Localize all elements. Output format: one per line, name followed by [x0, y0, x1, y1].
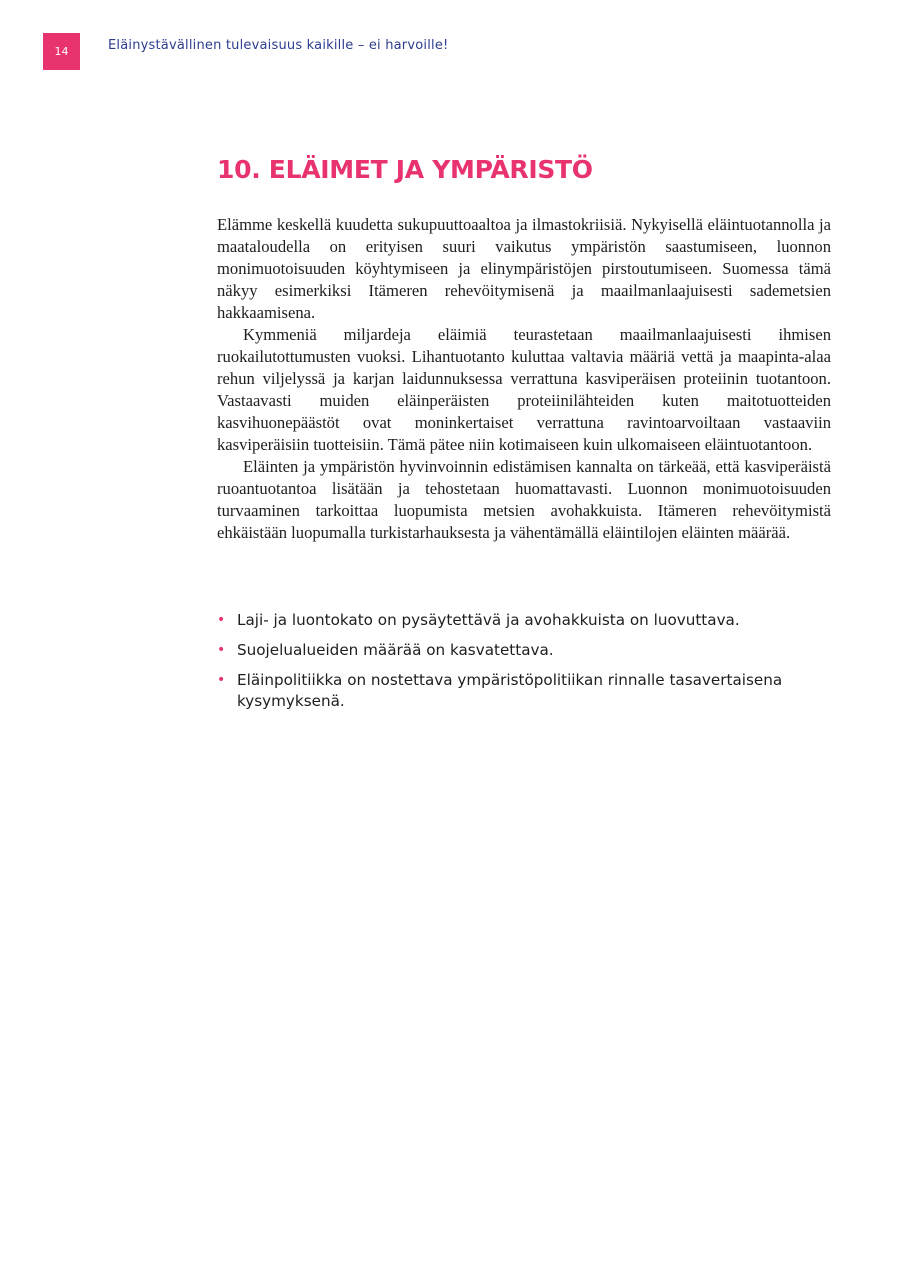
page-number: 14	[54, 45, 69, 58]
bullet-list	[217, 610, 837, 721]
body-text	[217, 214, 831, 544]
list-item-text: Suojelualueiden määrää on kasvatettava.	[237, 641, 554, 659]
section-title: 10. ELÄIMET JA YMPÄRISTÖ	[217, 155, 593, 184]
paragraph-2: Kymmeniä miljardeja eläimiä teurastetaan maailmanlaajuisesti ihmisen ruokailutottumusten vuoksi. Lihantuotanto kuluttaa valtavia määriä vettä ja maapinta-alaa rehun viljelyssä ja karjan laidunnuksessa verrattuna kasviperäisen proteiinin tuotantoon. Vastaavasti muiden eläinperäisten proteiinilähteiden kuten maitotuotteiden kasvihuonepäästöt ovat moninkertaiset verrattuna ravintoarvoiltaan vastaaviin kasviperäisiin tuotteisiin. Tämä pätee niin kotimaiseen kuin ulkomaiseen eläintuotantoon.	[217, 325, 831, 454]
bullet-icon: •	[217, 672, 226, 688]
page-number-badge	[43, 33, 80, 70]
list-item-text: Laji- ja luontokato on pysäytettävä ja avohakkuista on luovuttava.	[237, 611, 740, 629]
running-header: Eläinystävällinen tulevaisuus kaikille – ei harvoille!	[108, 38, 449, 53]
paragraph-3: Eläinten ja ympäristön hyvinvoinnin edistämisen kannalta on tärkeää, että kasviperäistä ruoantuotantoa lisätään ja tehostetaan huomattavasti. Luonnon monimuotoisuuden turvaaminen tarkoittaa luopumista metsien avohakkuista. Itämeren rehevöitymistä ehkäistään luopumalla turkistarhauksesta ja vähentämällä eläintilojen eläinten määrää.	[217, 457, 831, 542]
list-item	[217, 640, 837, 661]
bullet-icon: •	[217, 612, 226, 628]
bullet-icon: •	[217, 642, 226, 658]
list-item	[217, 670, 837, 712]
list-item	[217, 610, 837, 631]
list-item-text: Eläinpolitiikka on nostettava ympäristöpolitiikan rinnalle tasavertaisena kysymyksenä.	[237, 671, 783, 710]
paragraph-1: Elämme keskellä kuudetta sukupuuttoaaltoa ja ilmastokriisiä. Nykyisellä eläintuotannolla ja maataloudella on erityisen suuri vaikutus ympäristön saastumiseen, luonnon monimuotoisuuden köyhtymiseen ja elinympäristöjen pirstoutumiseen. Suomessa tämä näkyy esimerkiksi Itämeren rehevöitymisenä ja maailmanlaajuisesti sademetsien hakkaamisena.	[217, 215, 831, 322]
